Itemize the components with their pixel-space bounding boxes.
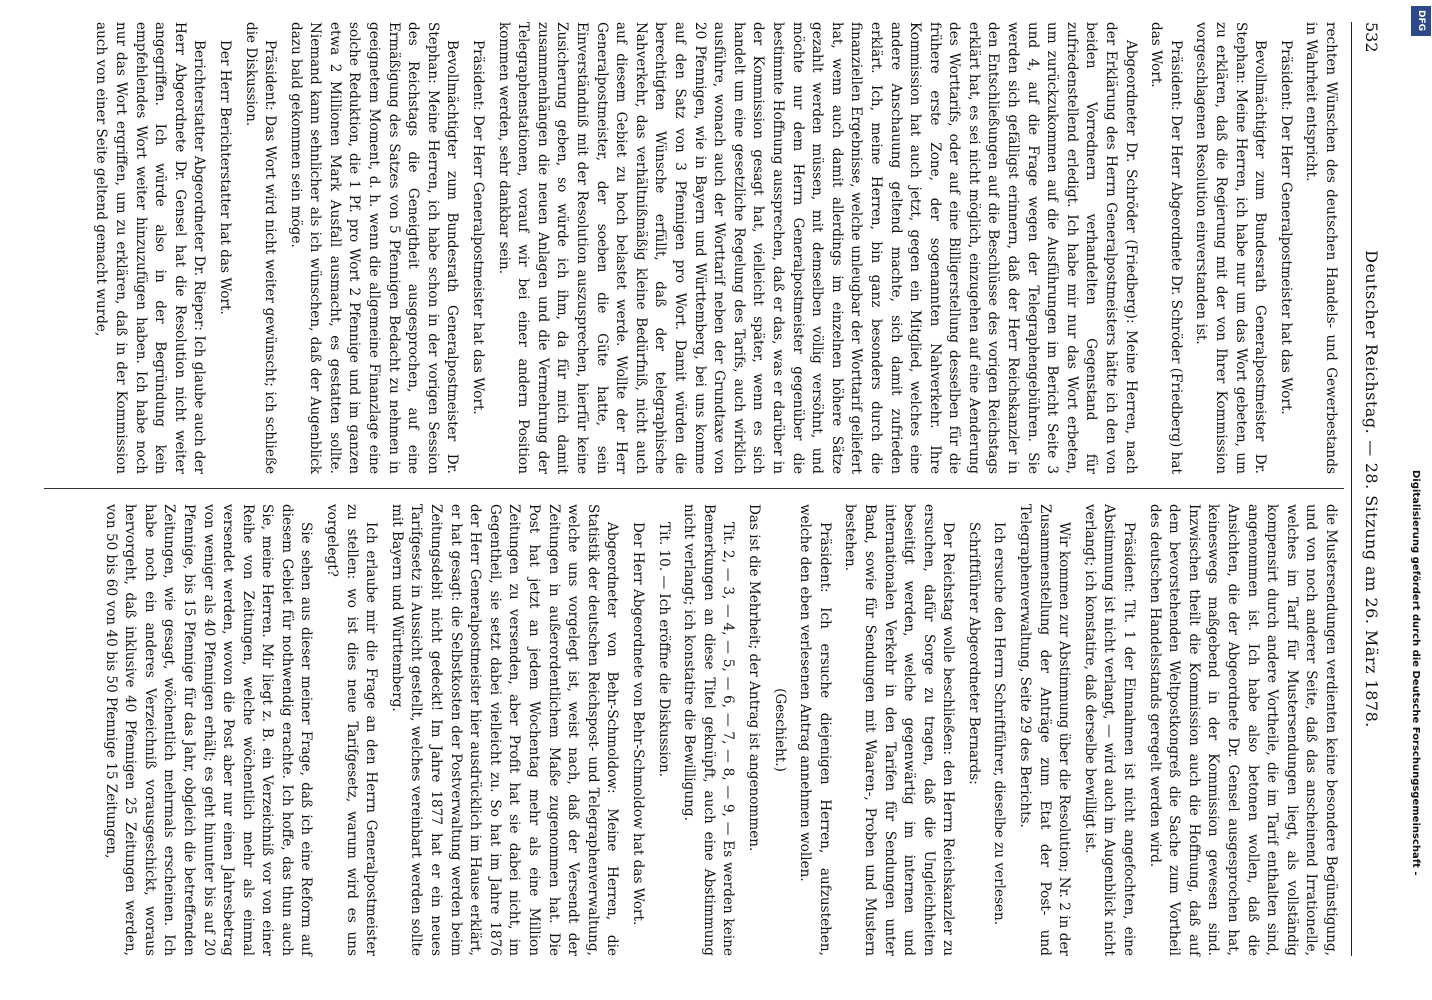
paragraph: Präsident: Tit. 1 der Einnahmen ist nicht angefochten, eine Abstimmung ist nicht verlangt, — wird auch im Augenblick nicht verlangt; ich konstatire, daß derselbe bewilligt ist. bbox=[1081, 504, 1138, 956]
paragraph: Ich erlaube mir die Frage an den Herrn Generalpostmeister zu stellen: wo ist dies neue Tarifgesetz, warum wird es uns vorgelegt? bbox=[324, 504, 380, 956]
column-divider bbox=[44, 488, 1344, 489]
digitization-note bbox=[1410, 0, 1432, 1000]
paragraph: Tit. 2, — 3, — 4, — 5, — 6, — 7, — 8, — 9, — Es werden keine Bemerkungen an diese Titel geknüpft, auch eine Abstimmung nicht verlangt; ich konstatire die Bewilligung. bbox=[681, 504, 737, 956]
running-title-dash: — bbox=[1362, 440, 1381, 457]
digitization-credit: Digitalisierung gefördert durch die Deutsche Forschungsgemeinschaft - bbox=[1410, 470, 1421, 876]
stage-direction: (Geschieht.) bbox=[771, 688, 788, 772]
running-title-right: 28. Sitzung am 26. März 1878. bbox=[1362, 462, 1381, 728]
paragraph: Bevollmächtigter zum Bundesrath Generalpostmeister Dr. Stephan: Meine Herren, ich habe nur um das Wort gebeten, um zu erklären, daß die Regierung mit der von Ihrer Kommission vorgeschlagenen Resolution einverstanden ist. bbox=[1193, 22, 1269, 474]
paragraph: Der Herr Berichterstatter hat das Wort. bbox=[216, 40, 233, 315]
paragraph: Präsident: Das Wort wird nicht weiter gewünscht; ich schließe die Diskussion. bbox=[242, 22, 279, 474]
paragraph: Präsident: Der Herr Abgeordnete Dr. Schröder (Friedberg) hat das Wort. bbox=[1148, 22, 1184, 474]
paragraph: Präsident: Ich ersuche diejenigen Herren, aufzustehen, welche den eben verlesenen Antrag annehmen wollen. bbox=[797, 504, 833, 956]
paragraph: Tit. 10. — Ich eröffne die Diskussion. bbox=[655, 522, 672, 778]
paragraph: Präsident: Der Herr Generalpostmeister hat das Wort. bbox=[470, 40, 487, 415]
paragraph: Berichterstatter Abgeordneter Dr. Rieper: Ich glaube auch der Herr Abgeordnete Dr. Gensel hat die Resolution nicht weiter angegriffen. Ich würde also in der Begründung kein empfehlendes Wort weiter hinzuzufügen haben. Ich habe noch nur das Wort ergriffen, um zu erklären, daß in der Kommission auch von einer Seite geltend gemacht wurde, bbox=[93, 22, 208, 474]
paragraph: Wir kommen zur Abstimmung über die Resolution; Nr. 2 in der Zusammenstellung der Anträge zum Etat der Post- und Telegraphenverwaltung, Seite 29 des Berichts. bbox=[1017, 504, 1073, 956]
paragraph: Bevollmächtigter zum Bundesrath Generalpostmeister Dr. Stephan: Meine Herren, ich habe schon in der vorigen Session des Reichstags die Geneigtheit ausgesprochen, auf eine Ermäßigung des Satzes von 5 Pfennigen Bedacht zu nehmen in geeignetem Moment, d. h. wenn die allgemeine Finanzlage eine solche Reduktion, die 1 Pf. pro Wort 2 Pfennige und im ganzen etwa 2 Millionen Mark Ausfall ausmacht, es gestatten sollte. Niemand kann sehnlicher als ich wünschen, daß der Augenblick dazu bald gekommen sein möge. bbox=[287, 22, 461, 474]
page-content bbox=[24, 22, 1384, 956]
right-column bbox=[94, 504, 1340, 956]
paragraph: die Mustersendungen verdienten keine besondere Begünstigung, und von noch anderer Seite, daß das anscheinend Irrationelle, welches im Tarif für Mustersendungen liegt, als vollständig kompensirt durch andere Vortheile, die im Tarif enthalten sind, angenommen ist. Ich habe also betonen wollen, daß die Ansichten, die der Abgeordnete Dr. Gensel ausgesprochen hat, keineswegs maßgebend in der Kommission gewesen sind. Inzwischen theilt die Kommission auch die Hoffnung, daß auf dem bevorstehenden Weltpostkongreß die Sache zum Vortheil des deutschen Handelsstands geregelt werden wird. bbox=[1146, 504, 1339, 956]
paragraph: Abgeordneter Dr. Schröder (Friedberg): Meine Herren, nach der Erklärung des Herrn Generalpostmeisters hätte ich den von beiden Vorrednern verhandelten Gegenstand für zufriedenstellend erledigt. Ich habe mir nur das Wort erbeten, um zurückzukommen auf die Ausführungen im Bericht Seite 3 und 4, auf die Frage wegen der Telegraphengebühren. Sie werden sich gefälligst erinnern, daß der Herr Reichskanzler in den Entschließungen auf die Beschlüsse des vorigen Reichstags erklärt hat, es sei nicht möglich, einzugehen auf eine Aenderung des Worttarifs, oder auf eine Billigerstellung desselben für die frühere erste Zone, der sogenannten Nahverkehr. Ihre Kommission hat auch jetzt, gegen ein Mitglied, welches eine andere Anschauung geltend machte, sich damit zufrieden erklärt. Ich, meine Herren, bin ganz besonders durch die finanziellen Ergebnisse, welche unleugbar der Worttarif geliefert hat, wenn auch damit allerdings im einzelnen höhere Sätze gezahlt werden müssen, mit demselben völlig versöhnt, und möchte nur dem Herrn Generalpostmeister gegenüber die bestimmte Hoffnung aussprechen, daß er das, was er darüber in der Kommission gesagt hat, vielleicht später, wenn es sich handelt um eine gesetzliche Regelung des Tarifs, auch wirklich ausführe, wonach auch der Worttarif neben der Grundtaxe von 20 Pfennigen, wie in Bayern und Württemberg, bei uns komme auf den Satz von 3 Pfennigen pro Wort. Damit würden die berechtigten Wünsche erfüllt, daß der telegraphische Nahverkehr, das verhältnißmäßig kleine Bedürfniß, nicht auch auf diesem Gebiet zu hoch belastet werde. Wollte der Herr Generalpostmeister, der soeben die Güte hatte, sein Einverständniß mit der Resolution auszusprechen, hierfür keine Zusicherung geben, so würde ich ihm, da für mich damit zusammenhängen die neuen Anlagen und die Vermehrung der Telegraphenstationen, vorauf wir bei einer andern Position kommen werden, sehr dankbar sein. bbox=[495, 22, 1139, 474]
resolution-text: Der Reichstag wolle beschließen: den Herrn Reichskanzler zu ersuchen, dafür Sorge zu tragen, daß die Ungleichheiten beseitigt werden, welche gegenwärtig im internen und internationalen Verkehr in den Tarifen für Sendungen unter Band, sowie für Sendungen mit Waaren-, Proben und Mustern bestehen. bbox=[842, 504, 957, 956]
paragraph: Das ist die Mehrheit; der Antrag ist angenommen. bbox=[745, 504, 762, 852]
running-head bbox=[1358, 22, 1384, 956]
running-title bbox=[1358, 22, 1384, 956]
paragraph: Abgeordneter von Behr-Schmoldow: Meine Herren, die Statistik der deutschen Reichspost- und Telegraphenverwaltung, welche uns vorgelegt ist, weist nach, daß der Versendt der Zeitungen in außerordentlichem Maße zugenommen hat. Die Post hat jetzt an jedem Wochentag mehr als eine Million Zeitungen zu versenden, aber Profit hat sie dabei nicht, im Gegentheil, sie setzt dabei vielleicht zu. So hat im Jahre 1876 der Herr Generalpostmeister hier ausdrücklich im Hause erklärt, er hat gesagt: die Selbstkosten der Postverwaltung werden beim Zeitungsdebit nicht gedeckt! Im Jahre 1877 hat er ein neues Tarifgesetz in Aussicht gestellt, welches vereinbart werden sollte mit Bayern und Württemberg. bbox=[388, 504, 621, 956]
dfg-logo: DFG bbox=[1411, 6, 1431, 36]
left-column bbox=[85, 22, 1340, 474]
paragraph: Präsident: Der Herr Generalpostmeister hat das Wort. bbox=[1277, 40, 1294, 415]
paragraph: Schriftführer Abgeordneter Bernards: bbox=[965, 522, 982, 785]
paragraph: Ich ersuche den Herrn Schriftführer, dieselbe zu verlesen. bbox=[991, 522, 1008, 926]
paragraph: Der Herr Abgeordnete von Behr-Schmoldow hat das Wort. bbox=[630, 522, 646, 926]
page-number: 532 bbox=[1362, 22, 1381, 53]
paragraph: rechten Wünschen des deutschen Handels- und Gewerbestands in Wahrheit entspricht. bbox=[1303, 22, 1339, 474]
header-rule bbox=[1351, 22, 1352, 956]
paragraph: Sie sehen aus dieser meiner Frage, daß ich eine Reform auf diesem Gebiet für nothwendig erachte. Ich hoffe, das thun auch Sie, meine Herren. Mir liegt z. B. ein Verzeichniß vor von einer Reihe von Zeitungen, welche wöchentlich mehr als einmal versendet werden, wovon die Post aber nur einen Jahresbetrag von weniger als 40 Pfennigen erhält; es geht hinunter bis auf 20 Pfennige, bis 15 Pfennige für das Jahr, obgleich die betreffenden Zeitungen, wie gesagt, wöchentlich mehrmals erscheinen. Ich habe noch ein anderes Verzeichniß vorausgeschickt, woraus hervorgeht, daß inklusive 40 Pfennigen 25 Zeitungen werden, von 50 bis 60 von 40 bis 50 Pfennige 15 Zeitungen, bbox=[102, 504, 315, 956]
running-title-left: Deutscher Reichstag. bbox=[1362, 250, 1381, 435]
